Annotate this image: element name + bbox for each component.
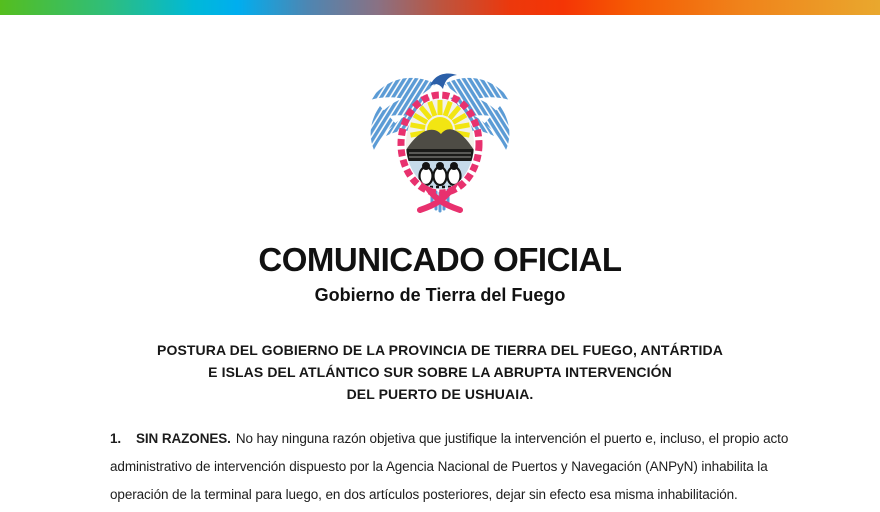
penguins (418, 162, 462, 187)
body-line: administrativo de intervención dispuesto por la Agencia Nacional de Puertos y Navegación (ANPyN) inhabilita la (110, 459, 768, 474)
coat-of-arms-tierra-del-fuego (0, 61, 880, 213)
item-number: 1. (110, 431, 122, 446)
page-title: COMUNICADO OFICIAL (258, 241, 622, 278)
body-line (110, 425, 789, 453)
item-lead: SIN RAZONES. (136, 431, 231, 446)
body-line-text: No hay ninguna razón objetiva que justifique la intervención el puerto e, incluso, el propio acto (235, 431, 789, 446)
statement-heading (0, 339, 880, 405)
heading-line: POSTURA DEL GOBIERNO DE LA PROVINCIA DE TIERRA DEL FUEGO, ANTÁRTIDA (157, 342, 723, 358)
heading-line: E ISLAS DEL ATLÁNTICO SUR SOBRE LA ABRUPTA INTERVENCIÓN (208, 364, 672, 380)
statement-body (110, 425, 789, 509)
dark-band (406, 149, 474, 161)
page-subtitle: Gobierno de Tierra del Fuego (314, 285, 566, 305)
rainbow-gradient-bar (0, 0, 880, 15)
coat-of-arms-icon (360, 61, 520, 213)
body-line: operación de la terminal para luego, en dos artículos posteriores, dejar sin efecto esa misma inhabilitación. (110, 487, 738, 502)
heading-line: DEL PUERTO DE USHUAIA. (346, 386, 534, 402)
